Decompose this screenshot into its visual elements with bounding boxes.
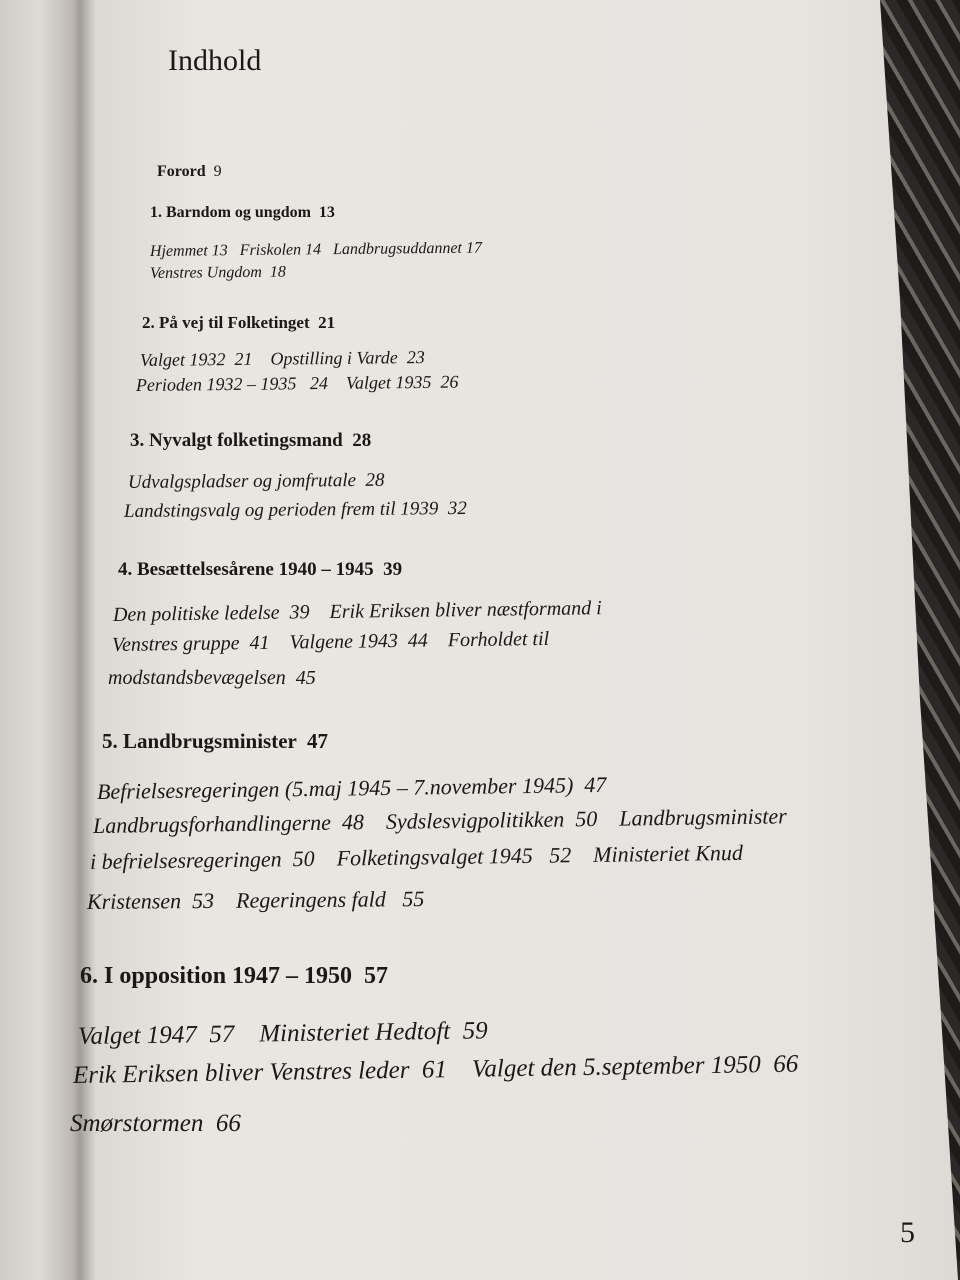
toc-line: Venstres Ungdom 18 xyxy=(149,263,286,282)
toc-line: Landstingsvalg og perioden frem til 1939 32 xyxy=(123,498,467,522)
toc-line: Erik Eriksen bliver Venstres leder 61 Valget den 5.september 1950 66 xyxy=(72,1050,799,1089)
toc-line: Den politiske ledelse 39 Erik Eriksen bliver næstformand i xyxy=(112,597,602,626)
toc-line: Hjemmet 13 Friskolen 14 Landbrugsuddannet 17 xyxy=(149,239,483,260)
toc-line: Landbrugsforhandlingerne 48 Sydslesvigpolitikken 50 Landbrugsminister xyxy=(92,803,787,838)
page-title: Indhold xyxy=(168,44,262,77)
toc-line: i befrielsesregeringen 50 Folketingsvalget 1945 52 Ministeriet Knud xyxy=(89,839,744,874)
foreword-title: Forord xyxy=(157,163,206,180)
page-number: 5 xyxy=(900,1216,915,1249)
toc-line: Valget 1947 57 Ministeriet Hedtoft 59 xyxy=(77,1017,488,1050)
chapter-heading: 2. På vej til Folketinget 21 xyxy=(142,313,336,332)
chapter-heading: 4. Besættelsesårene 1940 – 1945 39 xyxy=(118,559,403,580)
foreword-page: 9 xyxy=(213,163,222,180)
toc-line: Befrielsesregeringen (5.maj 1945 – 7.november 1945) 47 xyxy=(96,771,607,804)
chapter-heading: 3. Nyvalgt folketingsmand 28 xyxy=(130,430,372,451)
toc-line: Kristensen 53 Regeringens fald 55 xyxy=(86,886,425,914)
toc-line: Perioden 1932 – 1935 24 Valget 1935 26 xyxy=(135,371,459,395)
chapter-heading: 6. I opposition 1947 – 1950 57 xyxy=(80,963,389,989)
toc-foreword xyxy=(157,163,222,181)
chapter-heading: 1. Barndom og ungdom 13 xyxy=(150,204,335,221)
toc-line: Valget 1932 21 Opstilling i Varde 23 xyxy=(139,347,425,370)
toc-line: Venstres gruppe 41 Valgene 1943 44 Forholdet til xyxy=(111,627,550,656)
toc-line: modstandsbevægelsen 45 xyxy=(108,667,316,689)
toc-line: Smørstormen 66 xyxy=(70,1110,241,1137)
toc-line: Udvalgspladser og jomfrutale 28 xyxy=(127,469,385,493)
chapter-heading: 5. Landbrugsminister 47 xyxy=(102,729,328,753)
